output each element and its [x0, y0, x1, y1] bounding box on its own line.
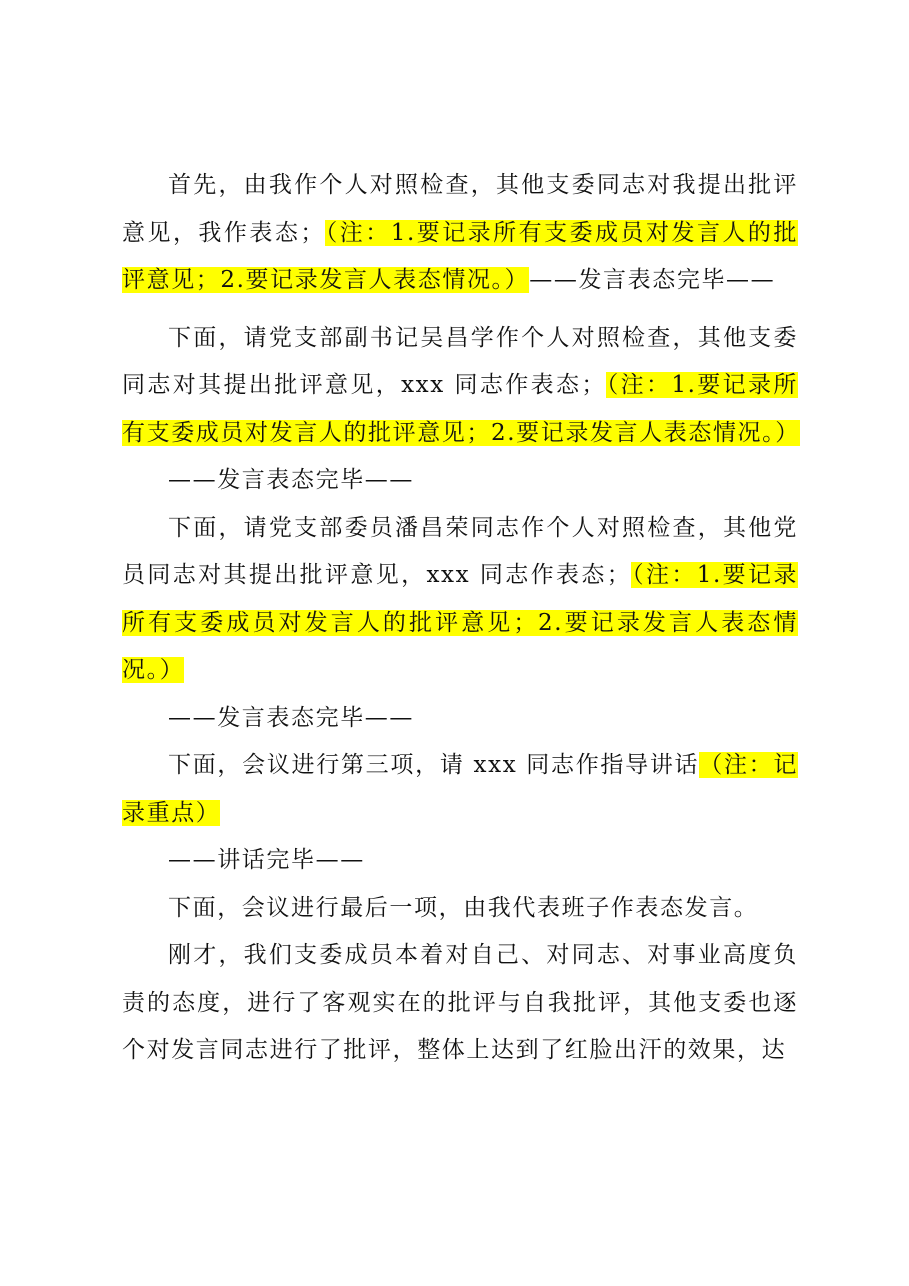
document-body — [122, 162, 798, 1075]
paragraph-deputy-secretary-review — [122, 315, 798, 458]
separator-talk-end: ——讲话完毕—— — [168, 847, 365, 873]
paragraph-text: 下面，请党支部委员潘昌荣同志作个人对照检查，其他党员同志对其提出批评意见，xxx 同志作表态； — [122, 514, 798, 588]
highlighted-note: （注：1.要记录所有支委成员对发言人的批评意见；2.要记录发言人表态情况。） — [122, 562, 798, 683]
paragraph-guidance-speech — [122, 742, 798, 837]
paragraph-committee-member-review — [122, 505, 798, 695]
highlighted-note: （注：1.要记录所有支委成员对发言人的批评意见；2.要记录发言人表态情况。） — [122, 372, 800, 446]
paragraph-text: 下面，请党支部副书记吴昌学作个人对照检查，其他支委同志对其提出批评意见，xxx 同志作表态； — [122, 324, 798, 398]
paragraph-text: 首先，由我作个人对照检查，其他支委同志对我提出批评意见，我作表态； — [122, 172, 798, 246]
paragraph-text: 下面，会议进行第三项，请 xxx 同志作指导讲话 — [168, 752, 700, 778]
end-marker: ——发言表态完毕—— — [529, 267, 776, 293]
highlighted-note: （注：1.要记录所有支委成员对发言人的批评意见；2.要记录发言人表态情况。） — [122, 219, 798, 293]
separator-speech-end: ——发言表态完毕—— — [168, 704, 414, 731]
highlighted-note: （注：记录重点） — [122, 752, 798, 826]
paragraph-final-item: 下面，会议进行最后一项，由我代表班子作表态发言。 — [168, 894, 759, 921]
paragraph-self-review — [122, 162, 798, 305]
paragraph-summary: 刚才，我们支委成员本着对自己、对同志、对事业高度负责的态度，进行了客观实在的批评与自我批评，其他支委也逐个对发言同志进行了批评，整体上达到了红脸出汗的效果，达 — [122, 942, 798, 1063]
separator-speech-end: ——发言表态完毕—— — [168, 467, 414, 493]
